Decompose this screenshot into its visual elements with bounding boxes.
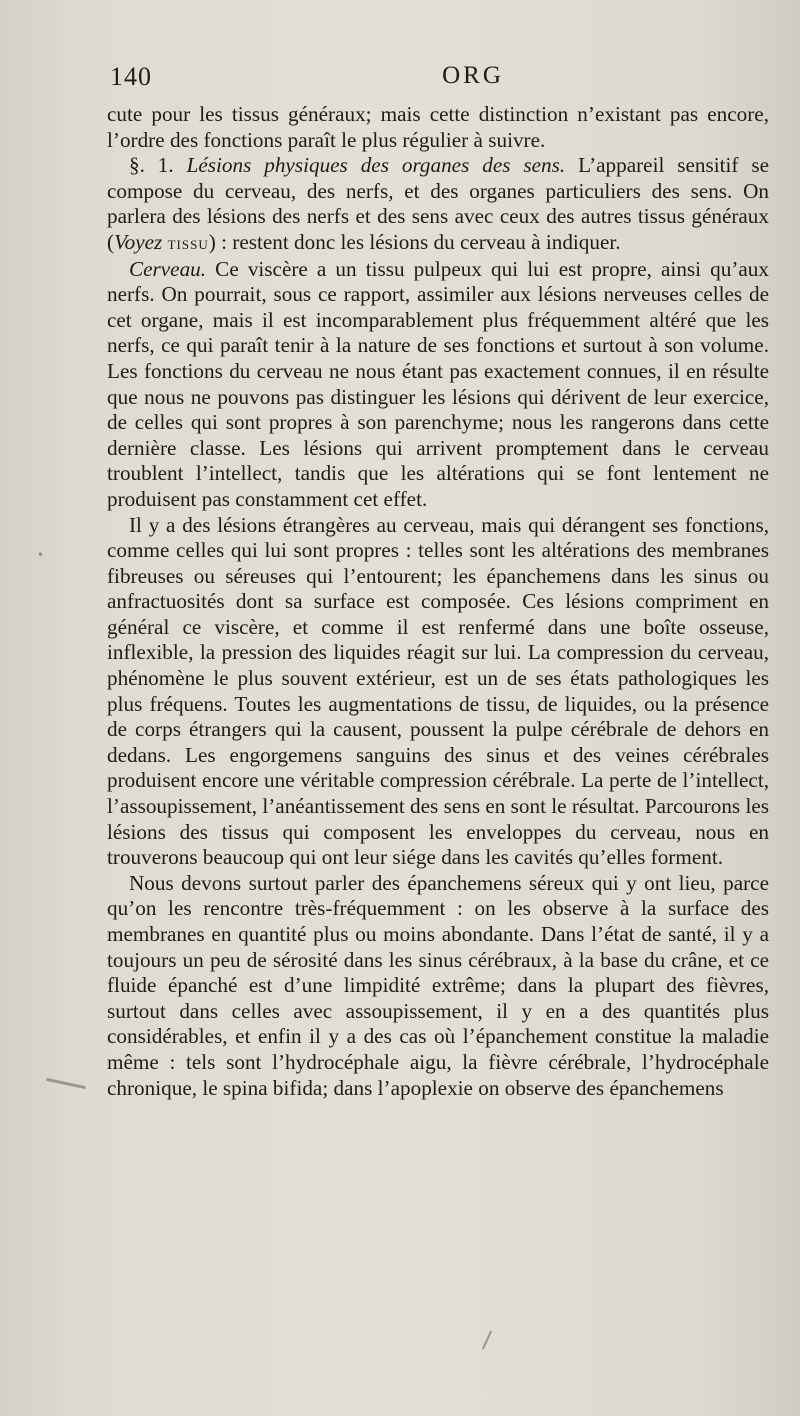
text-run: L’appareil sensitif se compose du cerveau, des nerfs, et des organes particuliers des sens. On parlera des lésions des nerfs et des sens avec ceux des autres tissus généraux ( bbox=[107, 153, 770, 254]
paragraph bbox=[107, 153, 769, 256]
italic-text: Cerveau. bbox=[129, 256, 207, 281]
italic-text: Voyez bbox=[114, 229, 163, 254]
body-text bbox=[107, 102, 769, 1101]
text-run: Il y a des lésions étrangères au cerveau, mais qui dérangent ses fonctions, comme celles qui lui sont propres : telles sont les altérations des membranes fibreuses ou séreuses qui l’entourent; les épanchemens dans les sinus ou anfractuosités dont sa surface est composée. Ces lésions compriment en général ce viscère, et comme il est renfermé dans une boîte osseuse, inflexible, la pression des liquides réagit sur lui. La compression du cerveau, phénomène le plus souvent extérieur, est un de ses états pathologiques les plus fréquens. Toutes les augmentations de tissu, de liquides, ou la présence de corps étrangers qui la causent, poussent la pulpe cérébrale de dehors en dedans. Les engorgemens sanguins des sinus et des veines cérébrales produisent encore une véritable compression cérébrale. La perte de l’intellect, l’assoupissement, l’anéantissement des sens en sont le résultat. Parcourons les lésions des tissus qui composent les enveloppes du cerveau, nous en trouverons beaucoup qui ont leur siége dans les cavités qu’elles forment. bbox=[107, 512, 769, 870]
italic-text: Lésions physiques des organes des sens. bbox=[186, 153, 566, 178]
text-run: cute pour les tissus généraux; mais cette distinction n’existant pas encore, l’ordre des fonctions paraît le plus régulier à suivre. bbox=[107, 102, 769, 152]
page-header bbox=[110, 62, 766, 102]
paragraph bbox=[107, 102, 769, 153]
paragraph bbox=[107, 871, 769, 1101]
small-caps-text: tissu bbox=[167, 232, 209, 253]
text-run: Ce viscère a un tissu pulpeux qui lui est propre, ainsi qu’aux nerfs. On pourrait, sous ce rapport, assimiler aux lésions nerveuses celles de cet organe, mais il est incomparablement plus fréquemment altéré que les nerfs, ce qui paraît tenir à la nature de ses fonctions et surtout à son volume. Les fonctions du cerveau ne nous étant pas exactement connues, il en résulte que nous ne pouvons pas distinguer les lésions qui dérivent de leur exercice, de celles qui sont propres à son parenchyme; nous les rangerons dans cette dernière classe. Les lésions qui arrivent promptement dans le cerveau troublent l’intellect, tandis que les altérations qui se font lentement ne produisent pas constamment cet effet. bbox=[107, 256, 769, 511]
text-run: Nous devons surtout parler des épanchemens séreux qui y ont lieu, parce qu’on les rencontre très-fréquemment : on les observe à la surface des membranes en quantité plus ou moins abondante. Dans l’état de santé, il y a toujours un peu de sérosité dans les sinus cérébraux, à la base du crâne, et ce fluide épanché est d’une limpidité extrême; dans la plupart des fièvres, surtout dans celles avec assoupissement, il y en a des quantités plus considérables, et enfin il y a des cas où l’épanchement constitue la maladie même : tels sont l’hydrocéphale aigu, la fièvre cérébrale, l’hydrocéphale chronique, le spina bifida; dans l’apoplexie on observe des épanchemens bbox=[107, 870, 769, 1100]
text-run: §. 1. bbox=[129, 153, 187, 178]
running-title: ORG bbox=[442, 62, 504, 89]
text-run: ) : restent donc les lésions du cerveau à indiquer. bbox=[208, 229, 621, 254]
paragraph bbox=[107, 513, 769, 871]
margin-mark bbox=[482, 1331, 492, 1350]
paragraph bbox=[107, 257, 769, 513]
margin-mark bbox=[46, 1078, 86, 1089]
margin-mark: • bbox=[38, 548, 43, 563]
page-number: 140 bbox=[110, 62, 152, 91]
